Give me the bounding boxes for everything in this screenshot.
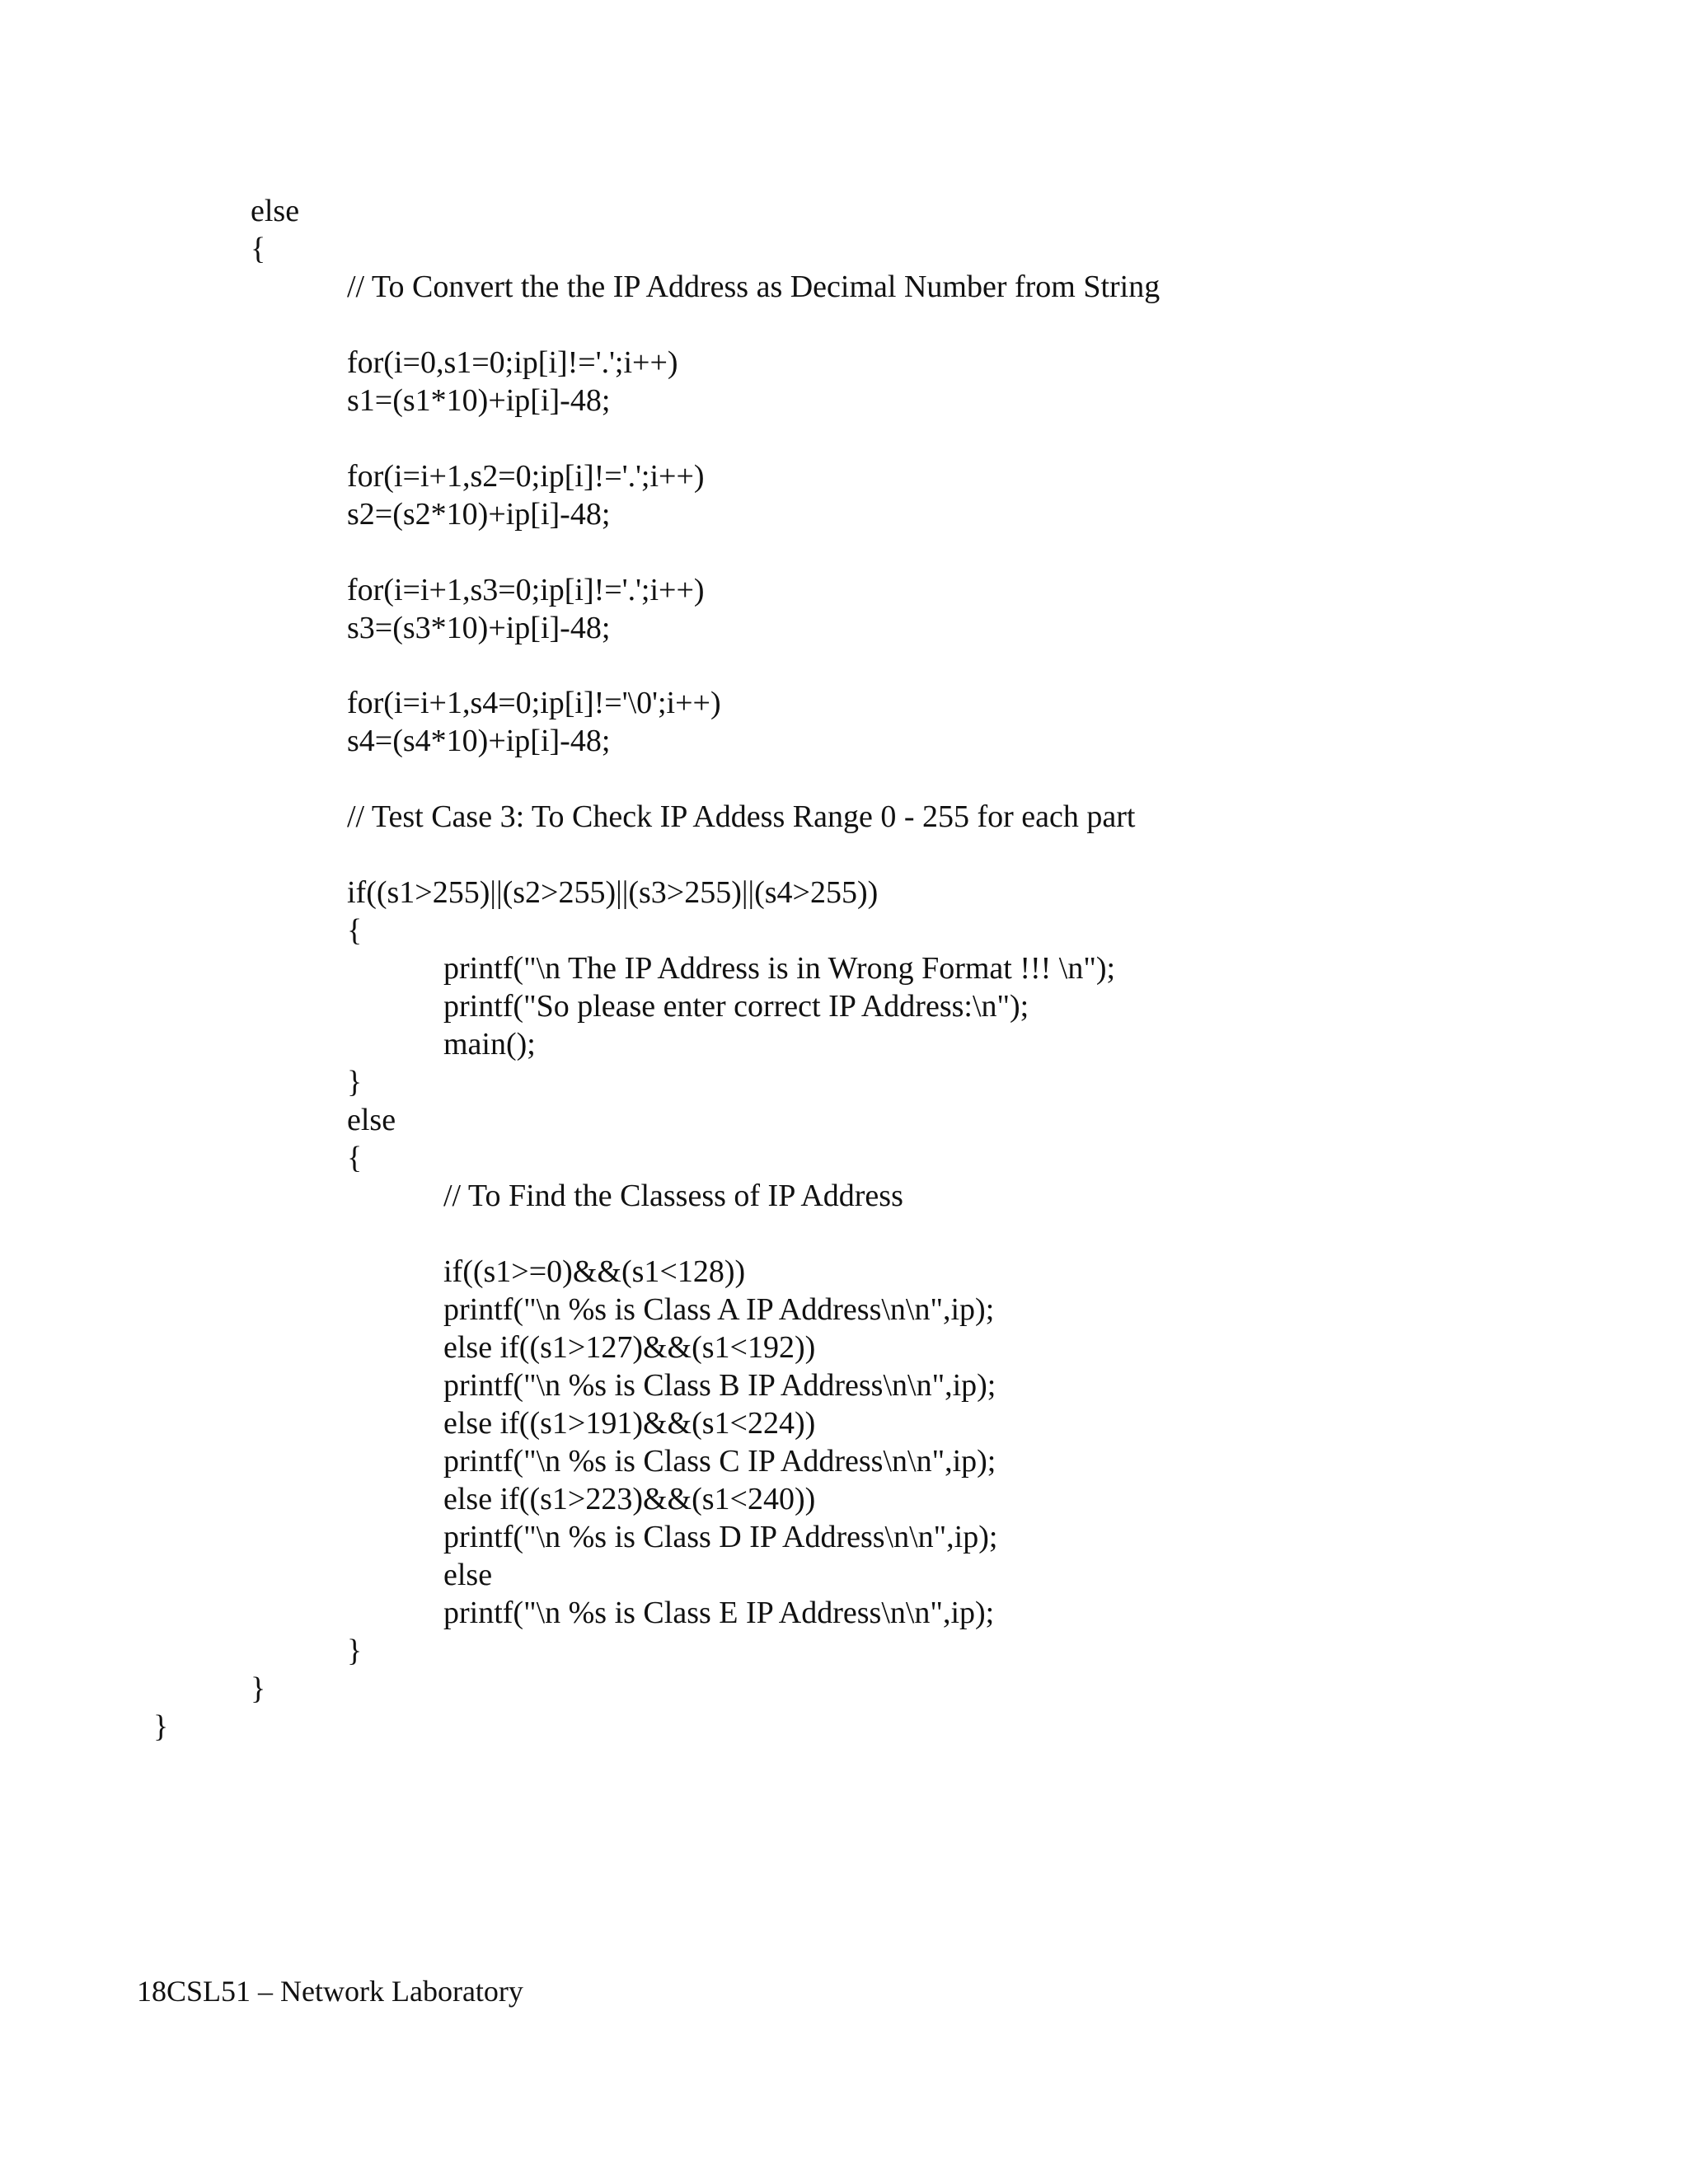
code-line-close-brace-else: }: [347, 1633, 363, 1668]
code-line-assign-s1: s1=(s1*10)+ip[i]-48;: [347, 383, 611, 418]
code-line-comment-convert: // To Convert the the IP Address as Decimal Number from String: [347, 269, 1160, 304]
code-line-printf-enter-correct: printf("So please enter correct IP Address:\n");: [443, 989, 1029, 1024]
code-line-for-s4: for(i=i+1,s4=0;ip[i]!='\0';i++): [347, 686, 721, 720]
code-line-close-brace-function: }: [153, 1709, 169, 1744]
code-line-else-outer: else: [251, 194, 300, 228]
code-line-main-call: main();: [443, 1027, 536, 1062]
code-line-printf-class-c: printf("\n %s is Class C IP Address\n\n",ip);: [443, 1444, 996, 1479]
code-line-printf-wrong-format: printf("\n The IP Address is in Wrong Format !!! \n");: [443, 951, 1116, 986]
code-line-for-s2: for(i=i+1,s2=0;ip[i]!='.';i++): [347, 459, 705, 494]
code-line-for-s1: for(i=0,s1=0;ip[i]!='.';i++): [347, 345, 678, 380]
code-line-close-brace-if: }: [347, 1065, 363, 1099]
code-line-printf-class-a: printf("\n %s is Class A IP Address\n\n",ip);: [443, 1292, 995, 1327]
code-line-else-inner: else: [347, 1103, 396, 1137]
code-line-for-s3: for(i=i+1,s3=0;ip[i]!='.';i++): [347, 573, 705, 607]
code-line-assign-s2: s2=(s2*10)+ip[i]-48;: [347, 497, 611, 532]
code-line-if-range-check: if((s1>255)||(s2>255)||(s3>255)||(s4>255)): [347, 875, 879, 910]
code-line-assign-s3: s3=(s3*10)+ip[i]-48;: [347, 611, 611, 645]
page-footer: 18CSL51 – Network Laboratory: [137, 1975, 523, 2008]
code-line-assign-s4: s4=(s4*10)+ip[i]-48;: [347, 724, 611, 758]
code-line-comment-find-classes: // To Find the Classess of IP Address: [443, 1179, 903, 1213]
code-line-printf-class-e: printf("\n %s is Class E IP Address\n\n",ip);: [443, 1596, 995, 1630]
code-line-else-class-e: else: [443, 1558, 493, 1592]
code-line-open-brace-outer: {: [251, 232, 266, 266]
code-line-printf-class-b: printf("\n %s is Class B IP Address\n\n",ip);: [443, 1368, 996, 1403]
code-line-elseif-class-d: else if((s1>223)&&(s1<240)): [443, 1482, 816, 1516]
code-line-open-brace-else: {: [347, 1141, 363, 1175]
code-line-close-brace-outer: }: [251, 1671, 266, 1706]
code-line-elseif-class-c: else if((s1>191)&&(s1<224)): [443, 1406, 816, 1441]
code-line-elseif-class-b: else if((s1>127)&&(s1<192)): [443, 1330, 816, 1365]
code-line-open-brace-if: {: [347, 913, 363, 948]
code-line-printf-class-d: printf("\n %s is Class D IP Address\n\n",ip);: [443, 1520, 998, 1554]
code-line-if-class-a: if((s1>=0)&&(s1<128)): [443, 1254, 746, 1289]
code-line-comment-test-case-3: // Test Case 3: To Check IP Addess Range 0 - 255 for each part: [347, 799, 1136, 834]
